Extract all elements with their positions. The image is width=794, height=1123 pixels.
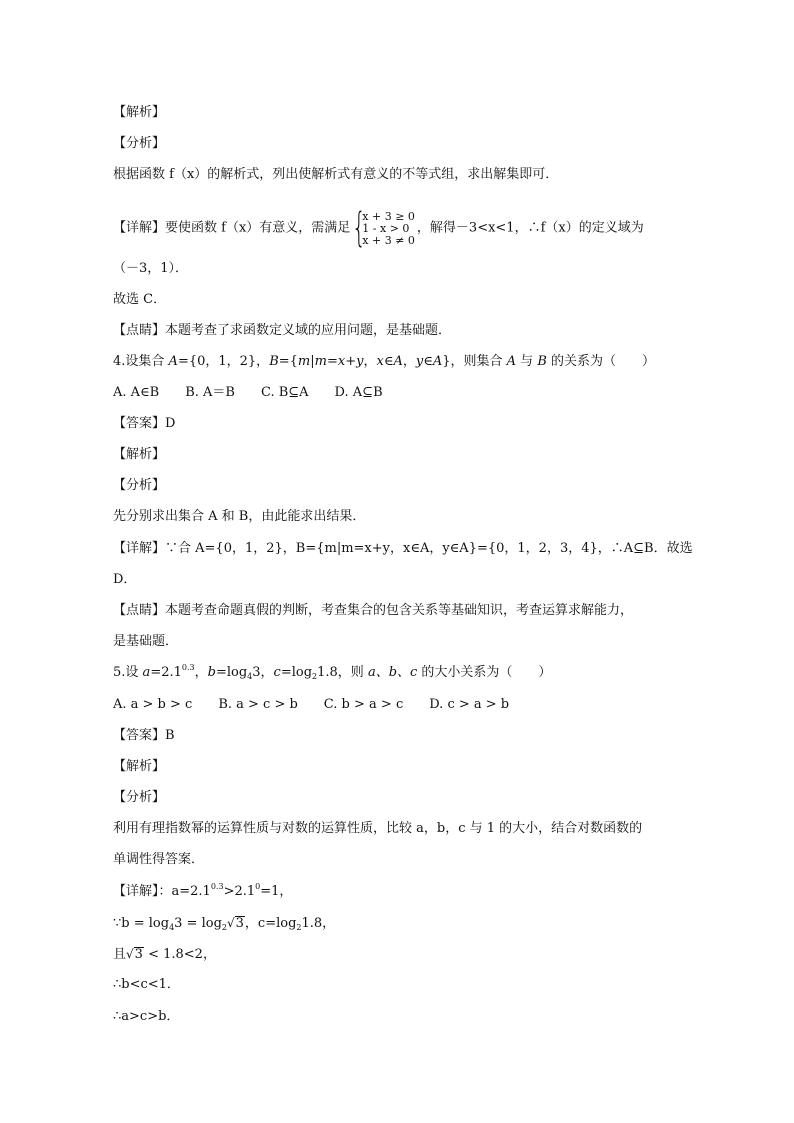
q4-jiexi: 【解析】 bbox=[113, 447, 166, 462]
q5-answer: B bbox=[165, 728, 175, 743]
q5-options: A. a > b > c B. a > c > b C. b > a > c D. c > a > b bbox=[113, 697, 510, 712]
sqrt-icon: √ bbox=[226, 916, 235, 930]
q4-analysis: 先分别求出集合 A 和 B，由此能求出结果． bbox=[113, 509, 366, 524]
q3-detail-line bbox=[113, 205, 644, 251]
ineq-1: x + 3 ≥ 0 bbox=[362, 210, 415, 223]
q4-fenxi: 【分析】 bbox=[113, 478, 166, 493]
q4-comment-cont: 是基础题． bbox=[113, 634, 179, 649]
q5-fenxi: 【分析】 bbox=[113, 790, 166, 805]
q3-analysis-text: 根据函数 f（x）的解析式，列出使解析式有意义的不等式组，求出解集即可． bbox=[113, 167, 559, 182]
q4-detail-cont: D． bbox=[113, 572, 137, 587]
q3-detail-suffix: ，解得－3<x<1，∴f（x）的定义域为 bbox=[416, 220, 644, 236]
q5-jiexi: 【解析】 bbox=[113, 759, 166, 774]
q4-detail-line: 【详解】∵合 A={0，1，2}，B={m|m=x+y，x∈A，y∈A}={0，1，2，3，4}，∴A⊆B．故选 bbox=[113, 541, 693, 556]
q3-comment-line bbox=[113, 322, 451, 340]
ineq-3: x + 3 ≠ 0 bbox=[362, 234, 415, 247]
q3-domain-result: （－3，1）． bbox=[113, 261, 189, 276]
q5-detail-3: 且√3 < 1.8<2， bbox=[113, 947, 216, 962]
q5-detail-2: ∵b = $\log_43 = \log_2√3$，$c=\log_21.8$， bbox=[113, 916, 336, 932]
ineq-2: 1 - x > 0 bbox=[362, 222, 410, 235]
q5-analysis: 利用有理指数幂的运算性质与对数的运算性质，比较 a，b，c 与 1 的大小，结合对数函数的 bbox=[113, 821, 643, 836]
q5-answer-line: 【答案】B bbox=[113, 728, 175, 743]
brace-icon: { bbox=[352, 205, 367, 251]
q4-options: A. A∈B B. A＝B C. B⊆A D. A⊆B bbox=[113, 385, 383, 400]
comment-tag: 【点睛】 bbox=[113, 323, 166, 338]
q5-analysis-cont: 单调性得答案． bbox=[113, 852, 205, 867]
q5-stem: 5.设 $a=2.1^{0.3}$，$b=\log_43$，$c=\log_21.8$，则 a、b、c 的大小关系为（ ） bbox=[113, 663, 552, 681]
q5-detail-4: ∴b<c<1． bbox=[113, 977, 180, 992]
q4-stem: 4.设集合 A={0，1，2}，B={m|m=x+y，x∈A，y∈A}，则集合 A 与 B 的关系为（ ） bbox=[113, 354, 656, 369]
q3-detail-prefix: 要使函数 f（x）有意义，需满足 bbox=[165, 220, 351, 236]
q3-choose: 故选 C． bbox=[113, 292, 167, 307]
q4-answer-line: 【答案】D bbox=[113, 416, 176, 431]
sqrt-icon: √ bbox=[126, 947, 134, 961]
q4-answer: D bbox=[165, 416, 176, 431]
q5-detail-1: 【详解】：$a=2.1^{0.3}>2.1^0=1$， bbox=[113, 882, 293, 899]
detail-tag: 【详解】 bbox=[113, 220, 166, 236]
q4-comment-line: 【点睛】本题考查命题真假的判断，考查集合的包含关系等基础知识，考查运算求解能力， bbox=[113, 603, 634, 618]
q5-detail-5: ∴a>c>b． bbox=[113, 1009, 180, 1024]
fenxi-heading: 【分析】 bbox=[113, 136, 166, 151]
inequality-system bbox=[352, 205, 415, 251]
jiexi-heading: 【解析】 bbox=[113, 105, 166, 120]
q3-comment: 本题考查了求函数定义域的应用问题，是基础题． bbox=[165, 323, 452, 338]
